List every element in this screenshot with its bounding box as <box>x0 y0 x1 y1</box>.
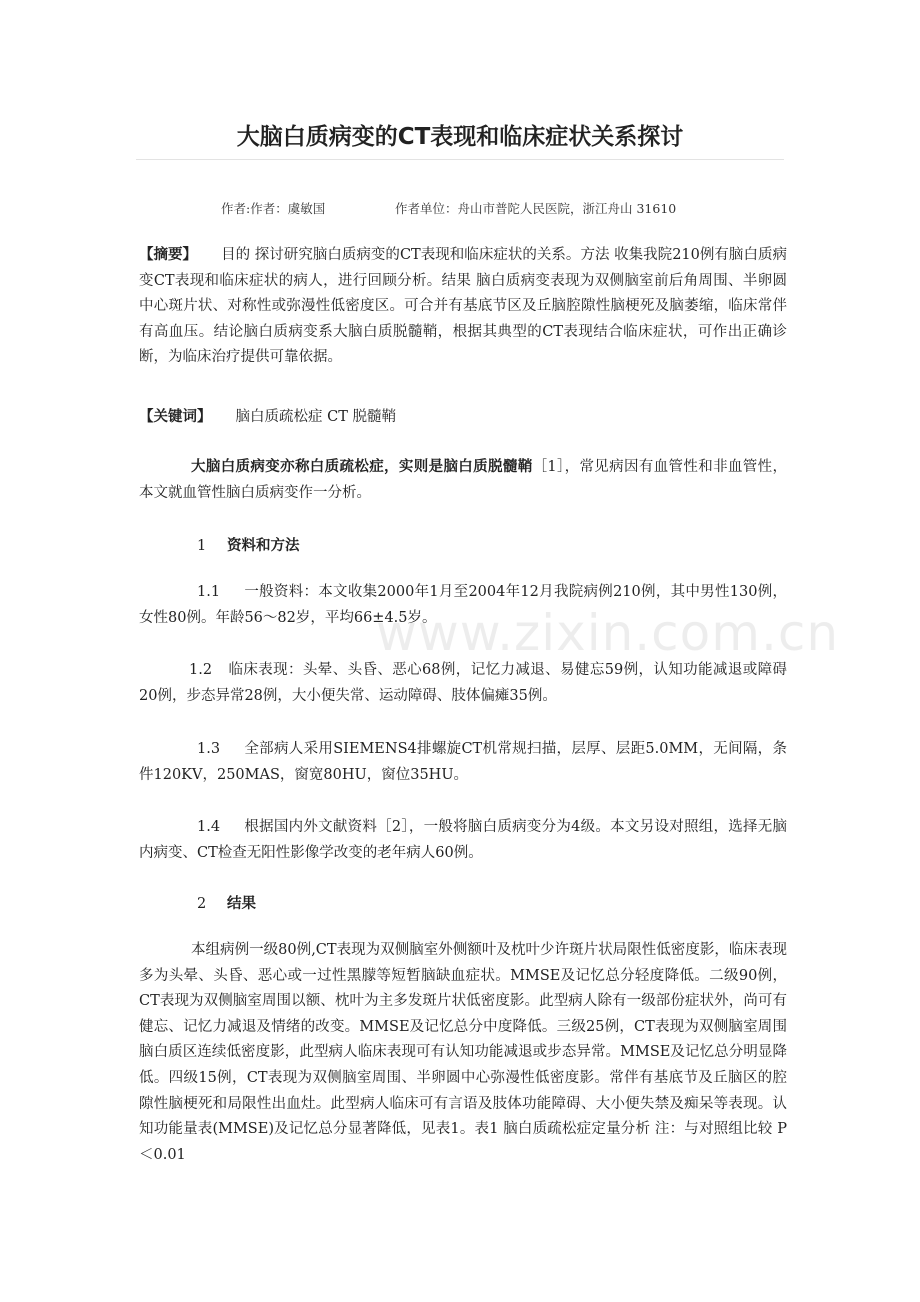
keywords-label: 【关键词】 <box>139 408 212 425</box>
paragraph-text: 根据国内外文献资料［2］，一般将脑白质病变分为4级。本文另设对照组，选择无脑内病变、CT检查无阳性影像学改变的老年病人60例。 <box>139 819 787 861</box>
keywords-paragraph <box>139 404 787 431</box>
section-heading-2 <box>197 892 256 913</box>
document-title: 大脑白质病变的CT表现和临床症状关系探讨 <box>236 124 684 150</box>
author-name: 作者:作者：虞敏国 <box>221 201 326 216</box>
section-title: 结果 <box>227 895 256 912</box>
author-unit: 作者单位：舟山市普陀人民医院，浙江舟山 31610 <box>395 201 677 216</box>
intro-text: ［1］，常见病因有血管性和非血管性，本文就血管性脑白质病变作一分析。 <box>139 459 787 501</box>
watermark-text: www.zixin.com.cn <box>376 604 840 662</box>
paragraph-1-3 <box>139 737 787 788</box>
section-heading-1 <box>197 534 300 555</box>
paragraph-text: 临床表现：头晕、头昏、恶心68例，记忆力减退、易健忘59例，认知功能减退或障碍20例，步态异常28例，大小便失常、运动障碍、肢体偏瘫35例。 <box>139 662 787 704</box>
intro-bold-text: 大脑白质病变亦称白质疏松症，实则是脑白质脱髓鞘 <box>191 458 533 475</box>
section-title: 资料和方法 <box>227 537 300 554</box>
paragraph-number: 1.4 <box>197 819 221 835</box>
paragraph-text: 一般资料：本文收集2000年1月至2004年12月我院病例210例，其中男性130例，女性80例。年龄56～82岁，平均66±4.5岁。 <box>139 584 787 626</box>
abstract-text: 目的 探讨研究脑白质病变的CT表现和临床症状的关系。方法 收集我院210例有脑白质病变CT表现和临床症状的病人，进行回顾分析。结果 脑白质病变表现为双侧脑室前后角周围、半卵圆中心斑片状、对称性或弥漫性低密度区。可合并有基底节区及丘脑腔隙性脑梗死及脑萎缩，临床常伴有高血压。结论脑白质病变系大脑白质脱髓鞘，根据其典型的CT表现结合临床症状，可作出正确诊断，为临床治疗提供可靠依据。 <box>139 247 787 366</box>
section-number: 2 <box>197 896 207 912</box>
paragraph-number: 1.3 <box>197 741 221 757</box>
paragraph-number: 1.1 <box>197 584 221 600</box>
results-paragraph: 本组病例一级80例,CT表现为双侧脑室外侧额叶及枕叶少许斑片状局限性低密度影，临床表现多为头晕、头昏、恶心或一过性黑朦等短暂脑缺血症状。MMSE及记忆总分轻度降低。二级90例，CT表现为双侧脑室周围以额、枕叶为主多发斑片状低密度影。此型病人除有一级部份症状外，尚可有健忘、记忆力减退及情绪的改变。MMSE及记忆总分中度降低。三级25例，CT表现为双侧脑室周围脑白质区连续低密度影，此型病人临床表现可有认知功能减退或步态异常。MMSE及记忆总分明显降低。四级15例，CT表现为双侧脑室周围、半卵圆中心弥漫性低密度影。常伴有基底节及丘脑区的腔隙性脑梗死和局限性出血灶。此型病人临床可有言语及肢体功能障碍、大小便失禁及痴呆等表现。认知功能量表(MMSE)及记忆总分显著降低，见表1。表1 脑白质疏松症定量分析 注：与对照组比较 P＜0.01 <box>139 942 787 1163</box>
paragraph-1-2 <box>139 658 787 709</box>
paragraph-number: 1.2 <box>189 662 213 678</box>
intro-paragraph <box>139 454 787 506</box>
paragraph-1-4 <box>139 815 787 866</box>
section-number: 1 <box>197 538 207 554</box>
keywords-text: 脑白质疏松症 CT 脱髓鞘 <box>235 409 396 425</box>
paragraph-text: 全部病人采用SIEMENS4排螺旋CT机常规扫描，层厚、层距5.0MM，无间隔，条件120KV，250MAS，窗宽80HU，窗位35HU。 <box>139 741 787 783</box>
abstract-label: 【摘要】 <box>139 246 198 263</box>
title-divider <box>136 159 784 160</box>
abstract-paragraph <box>139 242 787 371</box>
paragraph-1-1 <box>139 580 787 631</box>
